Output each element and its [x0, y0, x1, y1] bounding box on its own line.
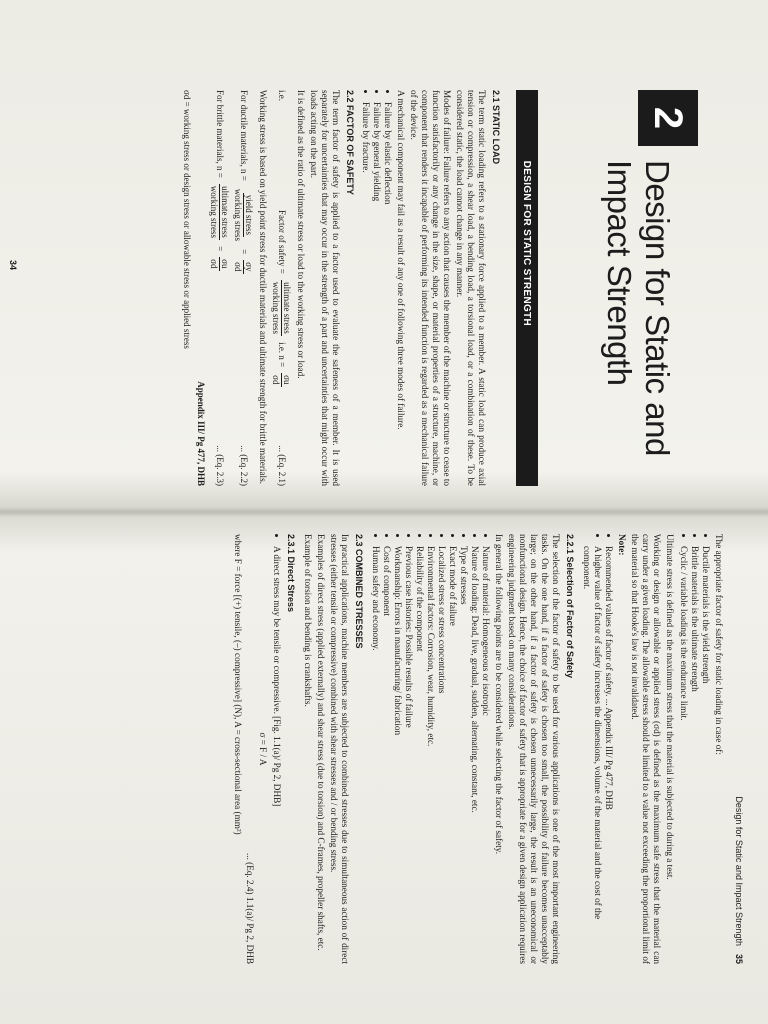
list-item: • Cost of component	[381, 546, 392, 964]
fraction-denominator: σd	[209, 259, 219, 269]
list-item: • A higher value of factor of safety increases the dimensions, volume of the material and the cost of the component.	[581, 546, 603, 964]
fraction	[233, 187, 254, 243]
combined-stresses-paragraph-3: Example of torsion and bending is crankshafts.	[303, 534, 313, 707]
working-stress-paragraph: Working or design or allowable or applied stress (σd) is defined as the maximum safe stress that the material can carry under a given loading. The allowable stress should be limited to a value not exceeding the proportional limit of the material so that Hooke's law is not invalidated.	[630, 534, 662, 964]
equation-2-3: For brittle materials, n = ultimate stress working stress = σu σd ... (Eq. 2.3)	[209, 90, 230, 486]
right-page	[0, 512, 768, 1024]
fraction-denominator: working stress	[209, 185, 219, 239]
chapter-title-line-1: Design for Static and	[639, 160, 676, 456]
list-item: • Failure by elastic deflection	[382, 102, 393, 486]
fraction-numerator: ultimate stress	[282, 282, 292, 334]
equation-2-2: For ductile materials, n = yield stress working stress = σy σd ... (Eq. 2.2)	[233, 90, 254, 486]
section-2-3-1-heading: 2.3.1 Direct Stress	[286, 534, 296, 613]
list-item: • Type of stresses	[458, 546, 469, 964]
fraction	[271, 280, 292, 336]
combined-stresses-paragraph-2: Examples of direct stress (applied externally) and shear stress (due to torsion) and C-frames, propeller shafts, etc.	[316, 534, 326, 951]
factor-of-safety-definition: It is defined as the ratio of ultimate stress or load to the working stress or load.	[296, 90, 306, 379]
fraction-numerator: yield stress	[244, 194, 254, 236]
section-2-1-heading: 2.1 STATIC LOAD	[491, 90, 501, 165]
fraction-numerator: σu	[220, 259, 230, 269]
intro-paragraph: The appropriate factor of safety for static loading in case of:	[714, 534, 724, 755]
equation-label: Factor of safety =	[277, 210, 287, 274]
equation-ie: i.e. n =	[277, 342, 287, 368]
direct-stress-list	[271, 534, 282, 964]
section-bar: DESIGN FOR STATIC STRENGTH	[516, 90, 538, 486]
direct-stress-equation: σ = F / A	[258, 732, 268, 766]
page-number: 35	[734, 953, 744, 964]
section-2-2-heading: 2.2 FACTOR OF SAFETY	[345, 90, 355, 195]
modes-of-failure-paragraph: Modes of failure: Failure refers to any action that causes the member of the machine or structure to cease to function satisfactorily or any change in the size, shape, or material properties of a structure, machine, or component that renders it incapable of performing its intended function is regarded as a mechanical failure of the device.	[409, 90, 452, 486]
working-stress-basis: Working stress is based on yield point stress for ductile materials and ultimate strength for brittle materials.	[258, 90, 268, 484]
symbol-fraction	[209, 257, 230, 270]
where-clause: where F = force [(+) tensile, (–) compressive] (N), A = cross-sectional area (mm²)	[233, 534, 243, 835]
factor-of-safety-paragraph: The term factor of safety is applied to a factor used to evaluate the safeness of a member. It is used separately for uncertainties that may occur in the strength of a part and uncertainties that might occur with loads acting on the part.	[309, 90, 341, 486]
failure-intro-paragraph: A mechanical component may fail as a result of any one of following three modes of failure.	[396, 90, 406, 430]
section-2-3-heading: 2.3 COMBINED STRESSES	[354, 534, 364, 649]
static-load-paragraph: The term static loading refers to a stationary force applied to a member. A static load can produce axial tension or compression, a shear load, a bending load, a torsional load, or a combination of these. To be considered static, the load cannot change in any manner.	[455, 90, 487, 486]
symbol-fraction	[233, 260, 254, 273]
list-item: • Failure by fracture.	[360, 102, 371, 486]
failure-modes-list	[360, 90, 393, 486]
equation-prefix: i.e.	[277, 90, 287, 101]
ultimate-stress-paragraph: Ultimate stress is defined as the maximum stress that the material is subjected to during a test.	[665, 534, 675, 880]
selection-factors-list	[370, 534, 491, 964]
equation-reference: ... (Eq. 2.1)	[277, 445, 287, 486]
fraction-denominator: working stress	[233, 188, 243, 242]
list-item: • Workmanship: Errors in manufacturing/ fabrication	[392, 546, 403, 964]
list-item: • Reliability of the component	[414, 546, 425, 964]
equation-2-1	[271, 90, 292, 486]
list-item: • A direct stress may be tensile or compressive. [Fig. 1.1(a)/ Pg 2, DHB]	[271, 546, 282, 964]
equation-label: For brittle materials, n =	[215, 90, 225, 178]
fraction-denominator: σd	[233, 262, 243, 272]
symbol-fraction	[271, 373, 292, 386]
fraction-denominator: σd	[271, 375, 281, 385]
running-head	[734, 534, 744, 964]
page-number: 34	[8, 260, 18, 271]
intro-list	[678, 534, 711, 964]
list-item: • Recommended values of factor of safety. ... Appendix III/ Pg 477, DHB	[603, 546, 614, 964]
fraction-numerator: σy	[244, 262, 254, 272]
list-item: • Nature of material: Homogeneous or isotropic	[480, 546, 491, 964]
chapter-header	[506, 90, 768, 486]
running-head-title: Design for Static and Impact Strength	[734, 796, 744, 946]
appendix-reference: Appendix III/ Pg 477, DHB	[196, 381, 206, 486]
list-item: • Failure by general yielding	[371, 102, 382, 486]
combined-stresses-paragraph-1: In practical applications, machine members are subjected to combined stresses due to simultaneous action of direct stresses (either tensile or compressive) combined with shear stresses and / or bending stress.	[329, 534, 350, 964]
note-label: Note:	[617, 534, 627, 556]
chapter-number: 2	[638, 90, 698, 146]
list-item: • Environmental factors: Corrosion, wear, humidity, etc.	[425, 546, 436, 964]
list-item: • Localized stress or stress concentrations	[436, 546, 447, 964]
fraction-numerator: σu	[282, 375, 292, 385]
chapter-title-line-2: Impact Strength	[601, 160, 638, 386]
list-item: • Brittle materials is the ultimate strength	[689, 546, 700, 964]
working-stress-note: σd = working stress or design stress or allowable stress or applied stress	[182, 90, 192, 349]
chapter-title	[600, 160, 676, 456]
list-item: • Cyclic / variable loading is the endurance limit.	[678, 546, 689, 964]
list-item: • Nature of loading: Dead, live, gradual, sudden, alternating, constant, etc.	[469, 546, 480, 964]
fraction-denominator: working stress	[271, 281, 281, 335]
note-list	[581, 534, 614, 964]
list-item: • Previous case histories: Possible results of failure	[403, 546, 414, 964]
section-2-2-1-heading: 2.2.1 Selection of Factor of Safety	[565, 534, 575, 679]
equation-reference: ... (Eq. 2.2)	[239, 445, 249, 486]
equation-reference: ... (Eq. 2.3)	[215, 445, 225, 486]
list-item: • Human safety and economy.	[370, 546, 381, 964]
list-item: • Ductile materials is the yield strength	[700, 546, 711, 964]
right-body	[232, 534, 724, 964]
equation-reference: ... (Eq. 2.4) 1.1(a)/ Pg 2, DHB	[245, 852, 255, 964]
equation-label: For ductile materials, n =	[239, 90, 249, 181]
fraction	[209, 184, 230, 240]
fraction-numerator: ultimate stress	[220, 186, 230, 238]
list-item: • Exact mode of failure	[447, 546, 458, 964]
selection-paragraph-2: In general the following points are to be considered while selecting the factor of safety.	[494, 534, 504, 855]
selection-paragraph-1: The selection of the factor of safety to be used for various applications is one of the most important engineering tasks. On the one hand, if a factor of safety is chosen too small, the possibility of failure becomes unacceptably large; on the other hand, if a factor of safety is chosen unnecessarily large, the result is an uneconomical or nonfunctional design. Hence, the choice of factor of safety that is appropriate for a given design application requires engineering judgment based on many considerations.	[507, 534, 561, 964]
left-body	[181, 90, 501, 486]
